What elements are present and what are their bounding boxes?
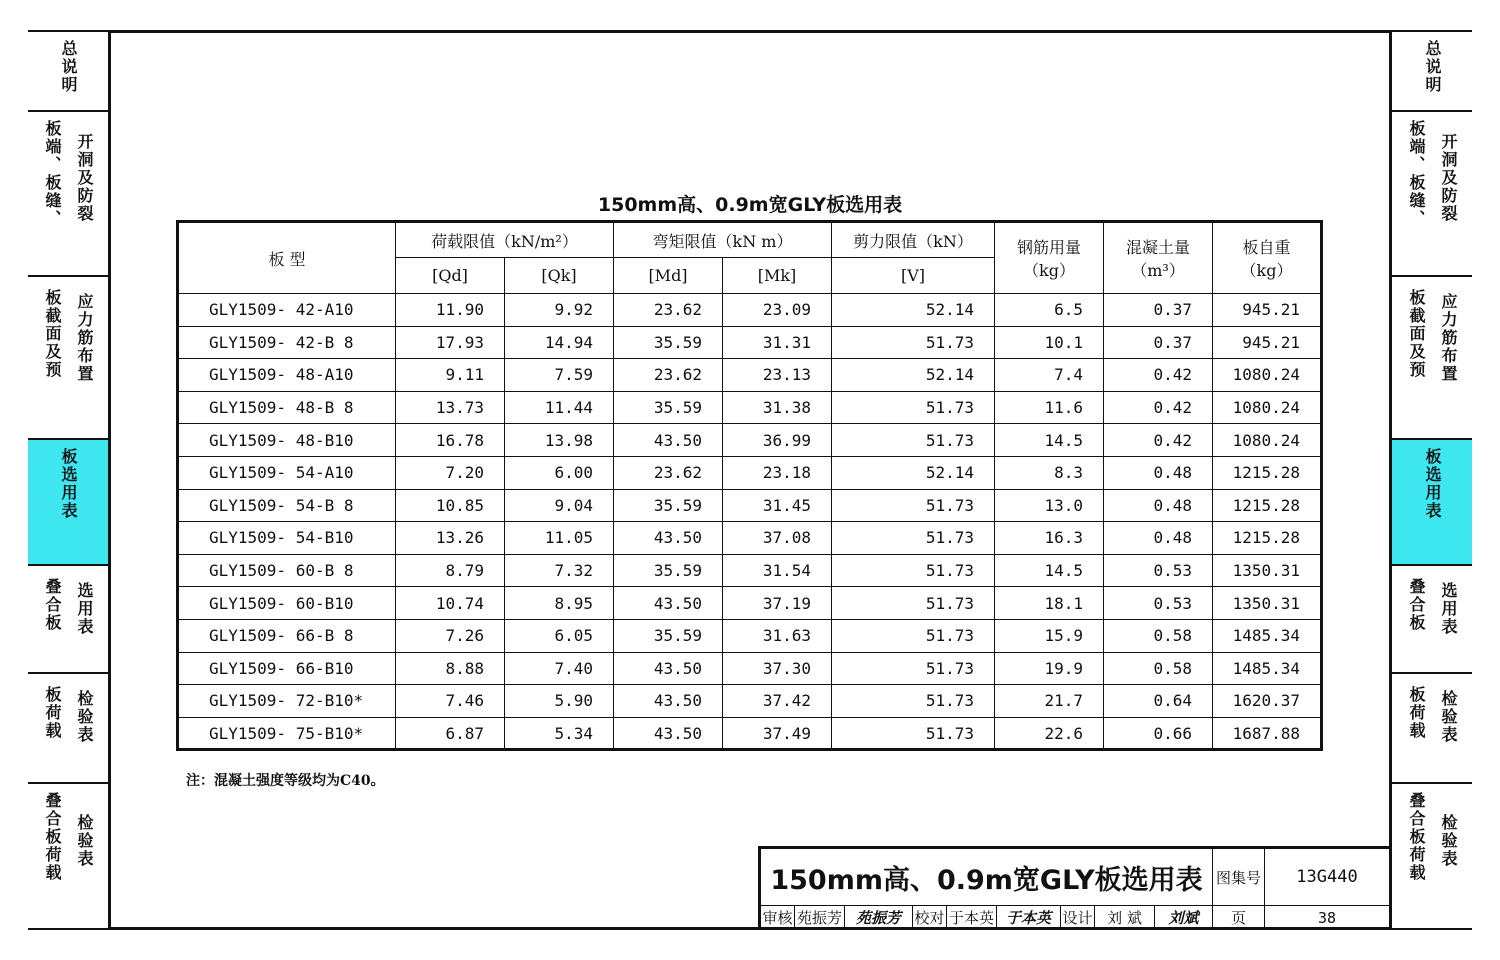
table-row: [178, 619, 1322, 652]
cell-type: GLY1509- 48-A10: [178, 359, 396, 392]
cell-value: 35.59: [614, 489, 723, 522]
right-sidebar-section-col: 板端、板缝、: [1407, 120, 1426, 228]
cell-value: 37.30: [723, 652, 832, 685]
left-sidebar-section-3: [28, 438, 108, 564]
cell-value: 19.9: [995, 652, 1104, 685]
header-type: 板 型: [178, 222, 396, 294]
cell-type: GLY1509- 54-B10: [178, 522, 396, 555]
cell-value: 43.50: [614, 587, 723, 620]
header-concrete-unit: （m³）: [1131, 261, 1185, 280]
cell-value: 37.42: [723, 685, 832, 718]
cell-type: GLY1509- 75-B10*: [178, 717, 396, 750]
left-sidebar-section-4: [28, 564, 108, 672]
right-sidebar-section-0: [1392, 30, 1472, 110]
right-sidebar-section-6: [1392, 782, 1472, 930]
cell-value: 945.21: [1213, 294, 1322, 327]
cell-value: 51.73: [832, 391, 995, 424]
cell-value: 1350.31: [1213, 554, 1322, 587]
left-sidebar-section-col: 选用表: [75, 582, 94, 636]
page-no: 38: [1317, 908, 1337, 927]
header-weight: [1213, 222, 1322, 294]
right-sidebar: [1392, 30, 1472, 930]
right-sidebar-section-4: [1392, 564, 1472, 672]
cell-value: 1485.34: [1213, 652, 1322, 685]
header-v: [V]: [832, 258, 995, 294]
note: 注：混凝土强度等级均为C40。: [186, 773, 385, 789]
cell-value: 31.54: [723, 554, 832, 587]
cell-value: 8.95: [505, 587, 614, 620]
table-title: 150mm高、0.9m宽GLY板选用表: [597, 194, 903, 216]
cell-type: GLY1509- 42-B 8: [178, 326, 396, 359]
cell-value: 1215.28: [1213, 456, 1322, 489]
header-qd: [Qd]: [396, 258, 505, 294]
cell-value: 6.05: [505, 619, 614, 652]
left-sidebar-section-col: 板选用表: [59, 448, 78, 520]
cell-value: 37.08: [723, 522, 832, 555]
right-sidebar-section-5: [1392, 672, 1472, 782]
left-sidebar-section-text: [56, 448, 80, 520]
cell-value: 35.59: [614, 554, 723, 587]
right-sidebar-section-col: 检验表: [1439, 814, 1458, 868]
cell-value: 10.85: [396, 489, 505, 522]
cell-value: 0.53: [1104, 587, 1213, 620]
title-block: [758, 846, 1392, 930]
header-concrete: [1104, 222, 1213, 294]
atlas-no: 13G440: [1296, 867, 1358, 887]
selection-table: [176, 220, 1323, 751]
cell-value: 5.34: [505, 717, 614, 750]
cell-value: 9.11: [396, 359, 505, 392]
cell-value: 1687.88: [1213, 717, 1322, 750]
cell-value: 37.19: [723, 587, 832, 620]
cell-value: 51.73: [832, 685, 995, 718]
cell-value: 0.58: [1104, 652, 1213, 685]
table-row: [178, 456, 1322, 489]
cell-value: 7.26: [396, 619, 505, 652]
reviewer-signature: 苑振芳: [845, 905, 913, 930]
cell-value: 7.32: [505, 554, 614, 587]
cell-value: 31.45: [723, 489, 832, 522]
left-sidebar-section-text: [40, 792, 96, 882]
cell-value: 0.64: [1104, 685, 1213, 718]
checker-signature: 于本英: [997, 905, 1061, 930]
cell-type: GLY1509- 42-A10: [178, 294, 396, 327]
right-sidebar-section-text: [1420, 40, 1444, 94]
cell-type: GLY1509- 48-B10: [178, 424, 396, 457]
cell-value: 5.90: [505, 685, 614, 718]
table-row: [178, 359, 1322, 392]
right-sidebar-section-text: [1420, 448, 1444, 520]
cell-type: GLY1509- 66-B10: [178, 652, 396, 685]
header-concrete-label: 混凝土量: [1125, 238, 1190, 257]
checker: 于本英: [947, 905, 997, 930]
cell-value: 23.62: [614, 294, 723, 327]
cell-value: 51.73: [832, 489, 995, 522]
cell-value: 0.42: [1104, 391, 1213, 424]
table-row: [178, 587, 1322, 620]
right-sidebar-section-text: [1404, 285, 1460, 383]
left-sidebar-section-col: 板截面及预: [43, 289, 62, 379]
cell-value: 51.73: [832, 326, 995, 359]
cell-value: 31.38: [723, 391, 832, 424]
title-block-title: 150mm高、0.9m宽GLY板选用表: [761, 849, 1213, 905]
right-sidebar-section-text: [1404, 682, 1460, 744]
cell-value: 15.9: [995, 619, 1104, 652]
left-sidebar-section-text: [40, 285, 96, 383]
cell-value: 16.3: [995, 522, 1104, 555]
designer-signature: 刘斌: [1155, 905, 1213, 930]
cell-value: 23.09: [723, 294, 832, 327]
left-sidebar-section-col: 应力筋布置: [75, 293, 94, 383]
left-sidebar-section-col: 板端、板缝、: [43, 120, 62, 228]
left-sidebar-section-2: [28, 275, 108, 438]
table-row: [178, 489, 1322, 522]
cell-value: 23.18: [723, 456, 832, 489]
right-sidebar-section-col: 叠合板荷载: [1407, 792, 1426, 882]
cell-value: 13.98: [505, 424, 614, 457]
left-sidebar: [28, 30, 108, 930]
cell-value: 7.46: [396, 685, 505, 718]
cell-value: 22.6: [995, 717, 1104, 750]
cell-value: 7.40: [505, 652, 614, 685]
page-label: 页: [1213, 905, 1265, 930]
cell-value: 9.04: [505, 489, 614, 522]
designer: 刘 斌: [1095, 905, 1155, 930]
right-sidebar-section-col: 选用表: [1439, 582, 1458, 636]
cell-value: 0.48: [1104, 522, 1213, 555]
cell-value: 1215.28: [1213, 522, 1322, 555]
cell-value: 0.48: [1104, 456, 1213, 489]
cell-value: 23.62: [614, 359, 723, 392]
cell-value: 51.73: [832, 652, 995, 685]
cell-value: 13.26: [396, 522, 505, 555]
cell-type: GLY1509- 66-B 8: [178, 619, 396, 652]
table-row: [178, 326, 1322, 359]
header-weight-unit: （kg）: [1240, 261, 1293, 280]
cell-value: 8.88: [396, 652, 505, 685]
left-sidebar-section-0: [28, 30, 108, 110]
right-sidebar-section-3: [1392, 438, 1472, 564]
cell-value: 0.58: [1104, 619, 1213, 652]
left-sidebar-section-col: 叠合板荷载: [43, 792, 62, 882]
right-sidebar-section-col: 检验表: [1439, 690, 1458, 744]
header-load: 荷载限值（kN/m²）: [396, 222, 614, 258]
cell-value: 52.14: [832, 456, 995, 489]
cell-value: 52.14: [832, 359, 995, 392]
cell-value: 11.05: [505, 522, 614, 555]
cell-value: 31.31: [723, 326, 832, 359]
cell-value: 16.78: [396, 424, 505, 457]
cell-value: 43.50: [614, 685, 723, 718]
cell-value: 1350.31: [1213, 587, 1322, 620]
cell-value: 37.49: [723, 717, 832, 750]
cell-type: GLY1509- 72-B10*: [178, 685, 396, 718]
cell-value: 6.5: [995, 294, 1104, 327]
cell-value: 17.93: [396, 326, 505, 359]
cell-value: 7.20: [396, 456, 505, 489]
table-row: [178, 294, 1322, 327]
right-sidebar-section-2: [1392, 275, 1472, 438]
left-sidebar-section-text: [40, 682, 96, 744]
table-body: [178, 294, 1322, 750]
cell-value: 51.73: [832, 424, 995, 457]
cell-value: 8.3: [995, 456, 1104, 489]
cell-value: 43.50: [614, 424, 723, 457]
cell-value: 35.59: [614, 326, 723, 359]
cell-value: 1080.24: [1213, 391, 1322, 424]
cell-value: 1080.24: [1213, 424, 1322, 457]
left-sidebar-section-col: 叠合板: [43, 578, 62, 632]
table-row: [178, 685, 1322, 718]
header-steel-unit: （kg）: [1023, 261, 1075, 280]
right-sidebar-section-col: 总说明: [1423, 40, 1442, 94]
cell-value: 11.44: [505, 391, 614, 424]
header-weight-label: 板自重: [1242, 238, 1291, 257]
cell-value: 51.73: [832, 522, 995, 555]
cell-value: 43.50: [614, 652, 723, 685]
cell-value: 13.0: [995, 489, 1104, 522]
cell-value: 10.1: [995, 326, 1104, 359]
cell-value: 13.73: [396, 391, 505, 424]
table-row: [178, 652, 1322, 685]
right-sidebar-section-text: [1404, 792, 1460, 882]
cell-value: 1620.37: [1213, 685, 1322, 718]
right-sidebar-section-col: 叠合板: [1407, 578, 1426, 632]
cell-value: 51.73: [832, 587, 995, 620]
cell-value: 51.73: [832, 619, 995, 652]
table-row: [178, 424, 1322, 457]
left-sidebar-section-col: 总说明: [59, 40, 78, 94]
cell-value: 21.7: [995, 685, 1104, 718]
left-sidebar-section-col: 检验表: [75, 814, 94, 868]
cell-value: 1485.34: [1213, 619, 1322, 652]
cell-value: 0.42: [1104, 359, 1213, 392]
cell-value: 14.5: [995, 424, 1104, 457]
header-steel-label: 钢筋用量: [1016, 238, 1081, 257]
header-md: [Md]: [614, 258, 723, 294]
cell-value: 6.00: [505, 456, 614, 489]
cell-value: 51.73: [832, 554, 995, 587]
cell-value: 945.21: [1213, 326, 1322, 359]
cell-value: 1215.28: [1213, 489, 1322, 522]
cell-value: 43.50: [614, 717, 723, 750]
check-label: 校对: [913, 905, 947, 930]
design-label: 设计: [1061, 905, 1095, 930]
cell-value: 8.79: [396, 554, 505, 587]
cell-value: 6.87: [396, 717, 505, 750]
right-sidebar-section-col: 板荷载: [1407, 686, 1426, 740]
cell-value: 35.59: [614, 391, 723, 424]
cell-value: 11.6: [995, 391, 1104, 424]
table-row: [178, 717, 1322, 750]
cell-type: GLY1509- 48-B 8: [178, 391, 396, 424]
table-row: [178, 522, 1322, 555]
cell-value: 10.74: [396, 587, 505, 620]
cell-value: 0.37: [1104, 326, 1213, 359]
cell-value: 0.53: [1104, 554, 1213, 587]
header-moment: 弯矩限值（kN m）: [614, 222, 832, 258]
cell-value: 0.42: [1104, 424, 1213, 457]
left-sidebar-section-col: 检验表: [75, 690, 94, 744]
cell-type: GLY1509- 60-B 8: [178, 554, 396, 587]
left-sidebar-section-col: 开洞及防裂: [75, 133, 94, 223]
left-sidebar-section-6: [28, 782, 108, 930]
right-sidebar-section-text: [1404, 574, 1460, 636]
cell-type: GLY1509- 54-A10: [178, 456, 396, 489]
right-sidebar-section-col: 开洞及防裂: [1439, 133, 1458, 223]
cell-value: 31.63: [723, 619, 832, 652]
right-sidebar-section-col: 板选用表: [1423, 448, 1442, 520]
cell-value: 23.62: [614, 456, 723, 489]
left-sidebar-section-text: [40, 574, 96, 636]
right-sidebar-section-col: 应力筋布置: [1439, 293, 1458, 383]
cell-value: 43.50: [614, 522, 723, 555]
cell-value: 1080.24: [1213, 359, 1322, 392]
header-shear: 剪力限值（kN）: [832, 222, 995, 258]
reviewer: 苑振芳: [795, 905, 845, 930]
cell-value: 14.94: [505, 326, 614, 359]
table-row: [178, 391, 1322, 424]
cell-value: 14.5: [995, 554, 1104, 587]
cell-type: GLY1509- 60-B10: [178, 587, 396, 620]
cell-value: 7.4: [995, 359, 1104, 392]
cell-value: 18.1: [995, 587, 1104, 620]
cell-value: 11.90: [396, 294, 505, 327]
left-sidebar-section-5: [28, 672, 108, 782]
cell-value: 35.59: [614, 619, 723, 652]
header-mk: [Mk]: [723, 258, 832, 294]
table-row: [178, 554, 1322, 587]
atlas-label: 图集号: [1213, 849, 1265, 905]
header-qk: [Qk]: [505, 258, 614, 294]
cell-value: 9.92: [505, 294, 614, 327]
cell-value: 0.37: [1104, 294, 1213, 327]
cell-value: 51.73: [832, 717, 995, 750]
cell-type: GLY1509- 54-B 8: [178, 489, 396, 522]
right-sidebar-section-col: 板截面及预: [1407, 289, 1426, 379]
cell-value: 52.14: [832, 294, 995, 327]
header-steel: [995, 222, 1104, 294]
cell-value: 36.99: [723, 424, 832, 457]
review-label: 审核: [761, 905, 795, 930]
cell-value: 0.48: [1104, 489, 1213, 522]
cell-value: 23.13: [723, 359, 832, 392]
cell-value: 0.66: [1104, 717, 1213, 750]
cell-value: 7.59: [505, 359, 614, 392]
left-sidebar-section-text: [56, 40, 80, 94]
left-sidebar-section-col: 板荷载: [43, 686, 62, 740]
